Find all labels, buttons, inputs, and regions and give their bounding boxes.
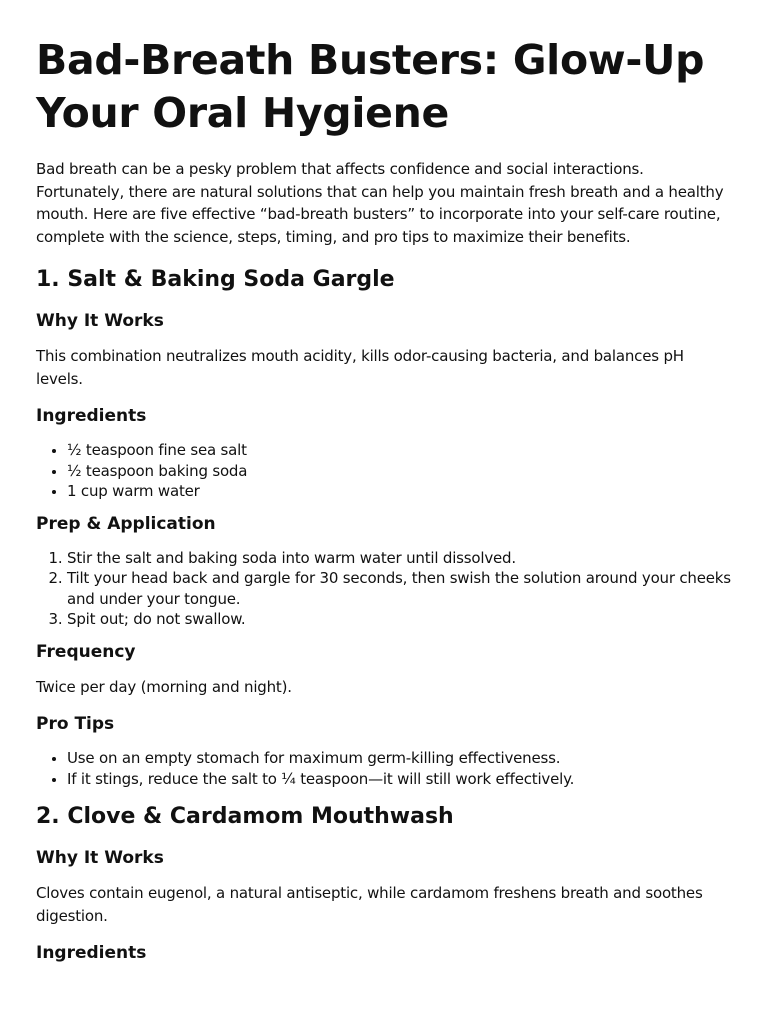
- section-1-tips-heading: Pro Tips: [36, 714, 115, 734]
- intro-paragraph: Bad breath can be a pesky problem that affects confidence and social interactions. Fortunately, there are natural solutions that can help you maintain fresh breath and a healthy mouth. Here are five effective “bad-breath busters” to incorporate into your self-care routine, complete with the science, steps, timing, and pro tips to maximize their benefits.: [36, 160, 724, 246]
- section-1-steps-list: [36, 548, 734, 630]
- step-item: 1. Stir the salt and baking soda into warm water until dissolved.: [67, 548, 734, 569]
- ingredient-item: • 1 cup warm water: [67, 481, 734, 502]
- ingredient-item: • ½ teaspoon fine sea salt: [67, 440, 734, 461]
- section-2-why-heading: Why It Works: [36, 848, 164, 868]
- section-1-ingredients-list: [36, 440, 734, 502]
- section-1-frequency-text: Twice per day (morning and night).: [36, 677, 292, 696]
- section-1-why-heading: Why It Works: [36, 311, 164, 331]
- tip-item: • Use on an empty stomach for maximum germ-killing effectiveness.: [67, 748, 734, 769]
- section-1-why-text: This combination neutralizes mouth acidity, kills odor-causing bacteria, and balances pH levels.: [36, 347, 684, 388]
- page-title: Bad-Breath Busters: Glow-Up Your Oral Hygiene: [36, 36, 705, 137]
- section-1-ingredients-heading: Ingredients: [36, 406, 147, 426]
- section-1-tips-list: [36, 748, 734, 789]
- tip-item: • If it stings, reduce the salt to ¼ teaspoon—it will still work effectively.: [67, 769, 734, 790]
- section-1-prep-heading: Prep & Application: [36, 513, 216, 534]
- ingredient-item: • ½ teaspoon baking soda: [67, 461, 734, 482]
- section-1-title: 1. Salt & Baking Soda Gargle: [36, 267, 395, 292]
- section-1-frequency-heading: Frequency: [36, 641, 136, 662]
- section-2-why-text: Cloves contain eugenol, a natural antiseptic, while cardamom freshens breath and soothes digestion.: [36, 884, 703, 925]
- step-item: 2. Tilt your head back and gargle for 30 seconds, then swish the solution around your cheeks and under your tongue.: [67, 568, 734, 609]
- section-2-ingredients-heading: Ingredients: [36, 943, 147, 963]
- section-2-title: 2. Clove & Cardamom Mouthwash: [36, 804, 454, 829]
- step-item: 3. Spit out; do not swallow.: [67, 609, 734, 630]
